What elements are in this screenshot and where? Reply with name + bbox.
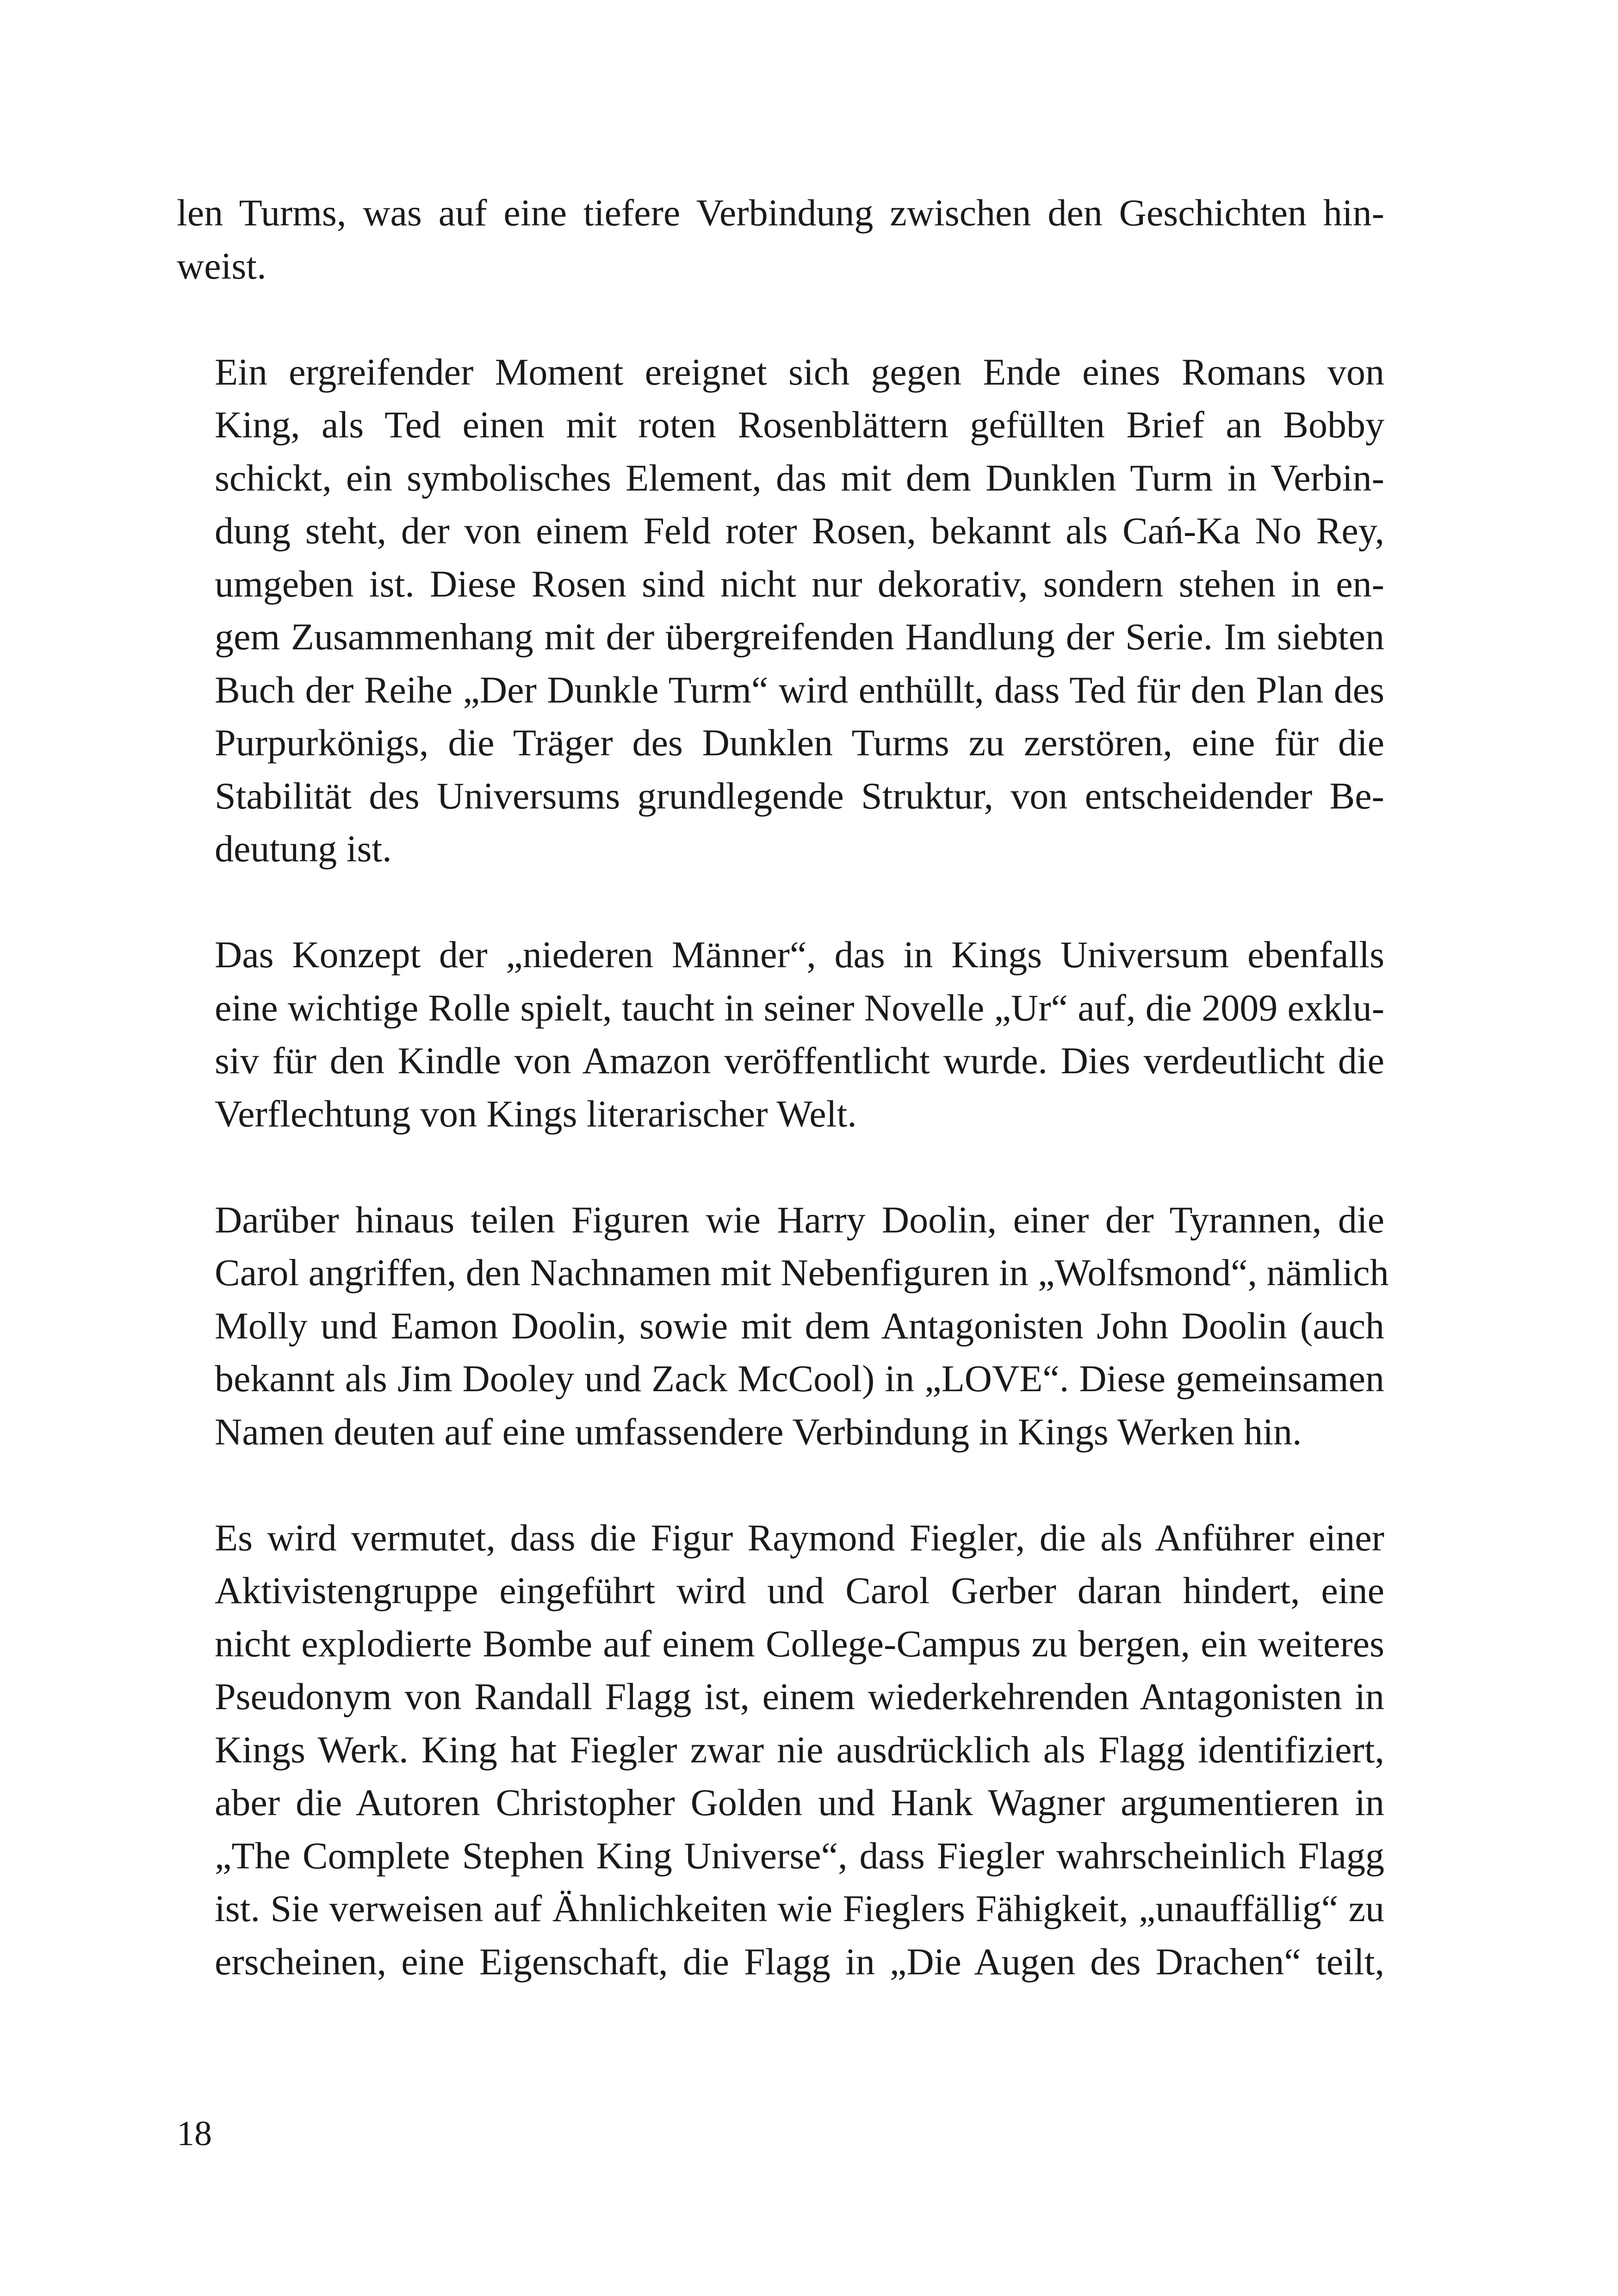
text-line: Ein ergreifender Moment ereignet sich gegen Ende eines Romans von bbox=[215, 350, 1384, 393]
paragraph-1 bbox=[177, 187, 1384, 292]
paragraph-3 bbox=[177, 928, 1384, 1140]
text-line: umgeben ist. Diese Rosen sind nicht nur dekorativ, sondern stehen in en- bbox=[215, 562, 1384, 605]
text-line: Verflechtung von Kings literarischer Welt. bbox=[215, 1092, 857, 1135]
text-line: weist. bbox=[177, 244, 267, 287]
text-line: Pseudonym von Randall Flagg ist, einem wiederkehrenden Antagonisten in bbox=[215, 1675, 1384, 1717]
text-line: Kings Werk. King hat Fiegler zwar nie ausdrücklich als Flagg identifiziert, bbox=[215, 1728, 1384, 1771]
text-line: Aktivistengruppe eingeführt wird und Carol Gerber daran hindert, eine bbox=[215, 1569, 1384, 1612]
text-line: deutung ist. bbox=[215, 828, 392, 870]
text-line: Namen deuten auf eine umfassendere Verbindung in Kings Werken hin. bbox=[215, 1410, 1302, 1453]
text-line: len Turms, was auf eine tiefere Verbindung zwischen den Geschichten hin- bbox=[177, 192, 1384, 234]
text-line: Buch der Reihe „Der Dunkle Turm“ wird enthüllt, dass Ted für den Plan des bbox=[215, 668, 1384, 711]
paragraph-2 bbox=[177, 346, 1384, 876]
text-line: „The Complete Stephen King Universe“, dass Fiegler wahrscheinlich Flagg bbox=[215, 1834, 1384, 1877]
paragraph-4 bbox=[177, 1194, 1389, 1459]
text-line: nicht explodierte Bombe auf einem College-Campus zu bergen, ein weiteres bbox=[215, 1622, 1384, 1665]
paragraph-5 bbox=[177, 1512, 1384, 1989]
text-line: erscheinen, eine Eigenschaft, die Flagg in „Die Augen des Drachen“ teilt, bbox=[215, 1940, 1384, 1983]
page-number: 18 bbox=[177, 2114, 212, 2153]
text-line: siv für den Kindle von Amazon veröffentlicht wurde. Dies verdeutlicht die bbox=[215, 1039, 1384, 1082]
text-line: schickt, ein symbolisches Element, das mit dem Dunklen Turm in Verbin- bbox=[215, 456, 1384, 499]
text-line: Darüber hinaus teilen Figuren wie Harry Doolin, einer der Tyrannen, die bbox=[215, 1198, 1384, 1241]
text-line: Molly und Eamon Doolin, sowie mit dem Antagonisten John Doolin (auch bbox=[215, 1304, 1384, 1347]
text-line: King, als Ted einen mit roten Rosenblättern gefüllten Brief an Bobby bbox=[215, 404, 1384, 446]
body-text bbox=[177, 187, 1389, 1988]
text-line: Purpurkönigs, die Träger des Dunklen Turms zu zerstören, eine für die bbox=[215, 722, 1384, 764]
text-line: Carol angriffen, den Nachnamen mit Nebenfiguren in „Wolfsmond“, nämlich bbox=[215, 1251, 1389, 1294]
text-line: ist. Sie verweisen auf Ähnlichkeiten wie Fieglers Fähigkeit, „unauffällig“ zu bbox=[215, 1887, 1384, 1929]
text-line: Es wird vermutet, dass die Figur Raymond Fiegler, die als Anführer einer bbox=[215, 1516, 1384, 1559]
text-line: Stabilität des Universums grundlegende Struktur, von entscheidender Be- bbox=[215, 774, 1384, 817]
text-line: bekannt als Jim Dooley und Zack McCool) in „LOVE“. Diese gemeinsamen bbox=[215, 1357, 1384, 1400]
text-line: Das Konzept der „niederen Männer“, das in Kings Universum ebenfalls bbox=[215, 933, 1384, 976]
text-line: eine wichtige Rolle spielt, taucht in seiner Novelle „Ur“ auf, die 2009 exklu- bbox=[215, 986, 1384, 1029]
text-line: gem Zusammenhang mit der übergreifenden Handlung der Serie. Im siebten bbox=[215, 616, 1384, 658]
text-line: dung steht, der von einem Feld roter Rosen, bekannt als Cań-Ka No Rey, bbox=[215, 510, 1384, 552]
text-line: aber die Autoren Christopher Golden und Hank Wagner argumentieren in bbox=[215, 1781, 1384, 1823]
